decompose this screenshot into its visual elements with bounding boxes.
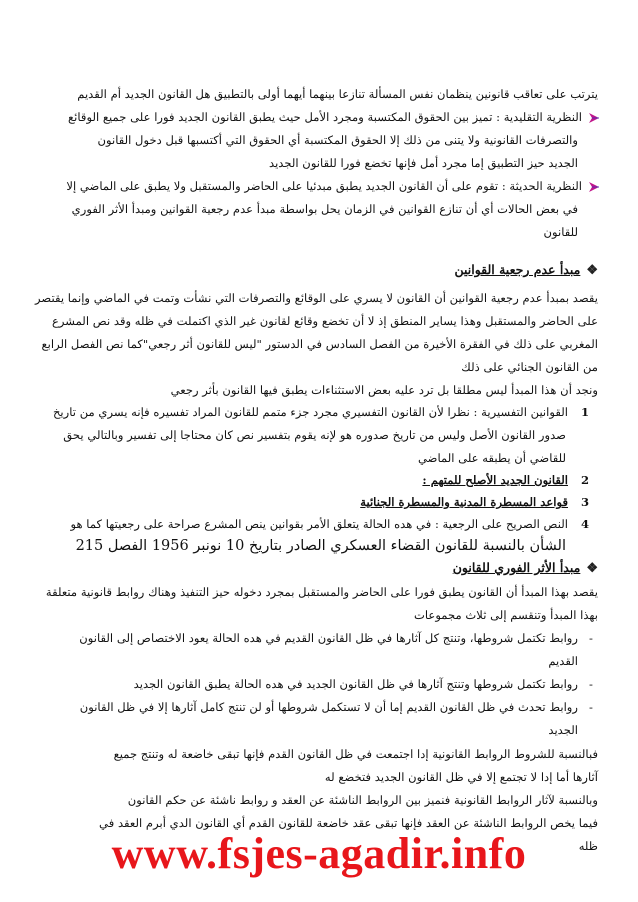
item-text: روابط تحدث في ظل القانون القديم إما أن لا تستكمل شروطها أو لن تنتج كامل آثارها إلا في ظل القانون: [79, 700, 578, 714]
item-text: النص الصريح على الرجعية : في هده الحالة يتعلق الأمر بقوانين ينص المشرع صراحة على رجعيتها كما هو: [70, 517, 568, 531]
section-heading-non-retroactivity: [454, 262, 598, 279]
paragraph-line: في بعض الحالات أي أن تنازع القوانين في الزمان يحل بواسطة مبدأ عدم رجعية القوانين ومبدأ الأثر الفوري: [71, 202, 578, 216]
intro-line: يترتب على تعاقب قانونين ينظمان نفس المسألة تنازعا بينهما أيهما أولى بالتطبيق هل القانون الجديد أم القديم: [77, 87, 598, 101]
traditional-theory-text: النظرية التقليدية : تميز بين الحقوق المكتسبة ومجرد الأمل حيث يطبق القانون الجديد فورا على جميع الوقائع: [67, 110, 582, 124]
item-number: 1: [580, 405, 590, 419]
diamond-bullet-icon: ❖: [586, 263, 598, 278]
paragraph-line: القديم: [548, 654, 578, 668]
paragraph-line: ظله: [578, 839, 598, 853]
website-watermark: www.fsjes-agadir.info: [111, 829, 527, 878]
paragraph-line: على الحاضر والمستقبل وهذا يساير المنطق إذ لا أن تخضع وقائع لقانون غير الذي اكتملت في ظله وقد نص المشرع: [51, 314, 598, 328]
paragraph-line: والتصرفات القانونية ولا يتنى من ذلك إلا الحقوق المكتسبة أي الحقوق التي أكتسبها قبل دخول القانون: [97, 133, 578, 147]
section-heading-text: مبدأ عدم رجعية القوانين: [454, 262, 581, 277]
paragraph-line: للقانون: [543, 225, 578, 239]
item-number: 2: [580, 473, 590, 487]
modern-theory-text: النظرية الحديثة : تقوم على أن القانون الجديد يطبق مبدئيا على الحاضر والمستقبل ولا يطبق على الماضي إلا: [66, 179, 582, 193]
item-number: 4: [580, 517, 590, 531]
modern-theory-item: [66, 178, 600, 194]
paragraph-line: يقصد بمبدأ عدم رجعية القوانين أن القانون لا يسري على الوقائع والتصرفات التي نشأت وتمت في الماضي وإنما يقتصر: [35, 291, 598, 305]
item-text: القانون الجديد الأصلح للمتهم :: [422, 473, 568, 487]
paragraph-line: صدور القانون الأصل وليس من تاريخ صدوره هو لإنه يقوم بتفسير نص كان محتاجا إلى تفسير وبالتالي يحق: [63, 428, 566, 442]
dash-bullet: -: [589, 677, 593, 691]
paragraph-line: للقاضي أن يطبقه على الماضي: [418, 451, 566, 465]
diamond-bullet-icon: ❖: [586, 561, 598, 576]
item-text: قواعد المسطرة المدنية والمسطرة الجنائية: [360, 495, 568, 509]
paragraph-line: فبالنسبة للشروط الروابط القانونية إدا اجتمعت في ظل القانون القدم فإنها تبقى خاضعة له وتنتج جميع: [113, 747, 598, 761]
paragraph-line: يقصد بهذا المبدأ أن القانون يطبق فورا على الحاضر والمستقبل بمجرد دخوله حيز التنفيذ وهناك روابط قانونية متعلقة: [45, 585, 598, 599]
dash-bullet: -: [589, 700, 593, 714]
paragraph-line: فيما يخص الروابط الناشئة عن العقد فإنها تبقى عقد خاضعة للقانون القدم أي القانون الدي أبرم العقد في: [99, 816, 598, 830]
group-item-3: [80, 699, 598, 715]
section-heading-immediate-effect: [453, 560, 598, 577]
dash-bullet: -: [589, 631, 593, 645]
paragraph-line: وبالنسبة لآثار الروابط القانونية فنميز بين الروابط الناشئة عن العقد و روابط ناشئة عن حكم القانون: [127, 793, 598, 807]
paragraph-line: بهذا المبدأ وتنقسم إلى ثلاث مجموعات: [413, 608, 598, 622]
item-text: روابط تكتمل شروطها، وتنتج كل آثارها في ظل القانون القديم في هده الحالة يعود الاختصاص إلى القانون: [79, 631, 578, 645]
section-heading-text: مبدأ الأثر الفوري للقانون: [452, 560, 581, 575]
paragraph-line: ونجد أن هذا المبدأ ليس مطلقا بل ترد عليه بعض الاستثناءات يطبق فيها القانون بأثر رجعي: [170, 383, 598, 397]
arrow-bullet-icon: [588, 112, 600, 124]
group-item-1: [79, 630, 598, 646]
group-item-2: [134, 676, 598, 692]
traditional-theory-item: [68, 109, 600, 125]
item-number: 3: [580, 495, 590, 509]
paragraph-line: الجديد: [548, 723, 578, 737]
arrow-bullet-icon: [588, 181, 600, 193]
paragraph-line: الجديد حيز التطبيق إما مجرد أمل فإنها تخضع فورا للقانون الجديد: [268, 156, 578, 170]
paragraph-line: المغربي على ذلك في الفقرة الأخيرة من الفصل السادس في الدستور "ليس للقانون أثر رجعي"كما نص الفصل الرابع: [41, 337, 598, 351]
paragraph-line: الشأن بالنسبة للقانون القضاء العسكري الصادر بتاريخ 10 نونبر 1956 الفصل 215: [75, 538, 566, 554]
paragraph-line: آثارها أما إدا لا تجتمع إلا في ظل القانون الجديد فتخضع له: [324, 770, 598, 784]
exception-item-1: [53, 404, 594, 420]
exception-item-4: [71, 516, 594, 532]
item-text: روابط تكتمل شروطها وتنتج آثارها في ظل القانون الجديد في هده الحالة يطبق القانون الجديد: [133, 677, 578, 691]
paragraph-line: من القانون الجنائي على ذلك: [461, 360, 598, 374]
exception-item-3: [360, 494, 594, 510]
item-text: القوانين التفسيرية : نظرا لأن القانون التفسيري مجرد جزء متمم للقانون المراد تفسيره فإنه يسري من تاريخ: [52, 405, 568, 419]
exception-item-2: [422, 472, 594, 488]
